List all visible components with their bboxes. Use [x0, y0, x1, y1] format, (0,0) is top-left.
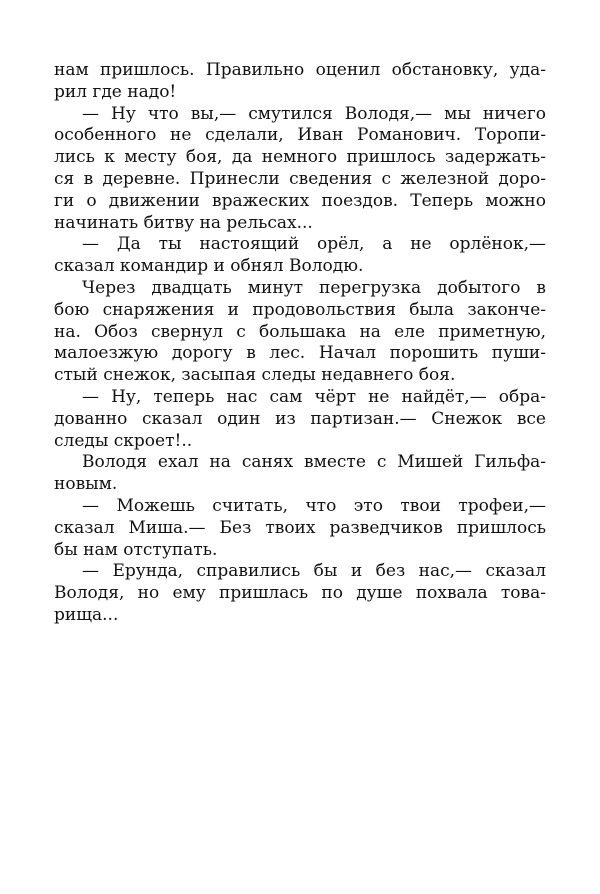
text-line: — Ну, теперь нас сам чёрт не найдёт,— обра-: [82, 386, 546, 407]
text-line: лись к месту боя, да немного пришлось задержать-: [54, 147, 546, 168]
text-line: стый снежок, засыпая следы недавнего боя.: [54, 365, 456, 386]
text-line: новым.: [54, 474, 118, 495]
paragraph: [54, 234, 546, 278]
text-line: нам пришлось. Правильно оценил обстановку, уда-: [54, 60, 546, 80]
text-line: — Да ты настоящий орёл, а не орлёнок,—: [82, 234, 546, 255]
paragraph: [54, 387, 546, 452]
text-line: особенного не сделали, Иван Романович. Торопи-: [54, 125, 546, 146]
paragraph: [54, 452, 546, 496]
text-line: — Ну что вы,— смутился Володя,— мы ничего: [82, 103, 546, 124]
text-line: ся в деревне. Принесли сведения с железной доро-: [54, 168, 546, 189]
text-line: малоезжую дорогу в лес. Начал порошить пуши-: [54, 343, 546, 364]
text-line: рил где надо!: [54, 81, 177, 102]
text-line: следы скроет!..: [54, 430, 193, 451]
text-line: сказал Миша.— Без твоих разведчиков пришлось: [54, 517, 546, 538]
text-line: начинать битву на рельсах...: [54, 212, 313, 233]
text-line: — Можешь считать, что это твои трофеи,—: [82, 495, 546, 516]
text-line: на. Обоз свернул с большака на еле приметную,: [54, 321, 546, 342]
paragraph: [54, 104, 546, 235]
paragraph: [54, 496, 546, 561]
paragraph: [54, 561, 546, 626]
text-line: Через двадцать минут перегрузка добытого в: [82, 277, 546, 298]
paragraph: [54, 60, 546, 104]
text-line: сказал командир и обнял Володю.: [54, 256, 364, 277]
page-text: [54, 60, 546, 627]
text-line: Володя ехал на санях вместе с Мишей Гильфа-: [82, 452, 546, 473]
text-line: — Ерунда, справились бы и без нас,— сказал: [82, 561, 546, 582]
text-line: Володя, но ему пришлась по душе похвала това-: [54, 583, 546, 604]
text-line: дованно сказал один из партизан.— Снежок все: [54, 408, 546, 429]
text-line: ги о движении вражеских поездов. Теперь можно: [54, 190, 546, 211]
text-line: бою снаряжения и продовольствия была законче-: [54, 299, 546, 320]
text-line: бы нам отступать.: [54, 539, 218, 560]
paragraph: [54, 278, 546, 387]
text-line: рища...: [54, 604, 119, 625]
